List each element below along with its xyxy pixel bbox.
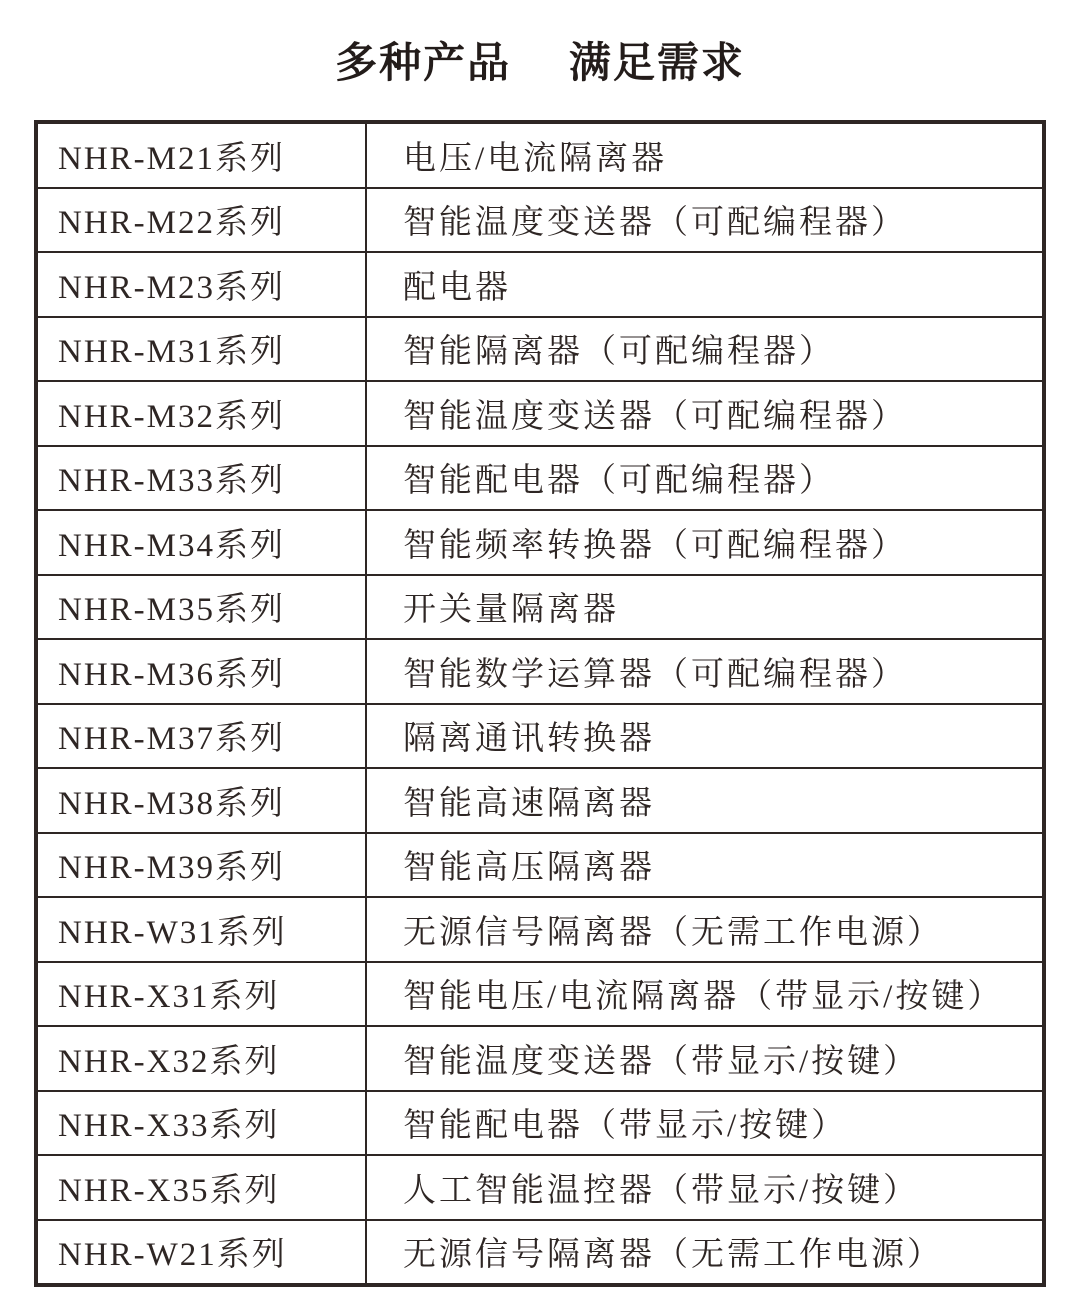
series-cell: NHR-M33系列 [36,446,366,511]
description-cell: 隔离通讯转换器 [366,704,1044,769]
series-cell: NHR-M38系列 [36,768,366,833]
table-row [36,122,1044,188]
page-title: 多种产品 满足需求 [335,39,745,86]
series-cell: NHR-X35系列 [36,1155,366,1220]
product-series-table-body [36,122,1044,1285]
series-cell: NHR-M22系列 [36,188,366,253]
description-cell: 人工智能温控器（带显示/按键） [366,1155,1044,1220]
series-cell: NHR-M31系列 [36,317,366,382]
table-row [36,1155,1044,1220]
description-cell: 智能温度变送器（带显示/按键） [366,1026,1044,1091]
series-cell: NHR-M34系列 [36,510,366,575]
table-row [36,381,1044,446]
description-cell: 电压/电流隔离器 [366,122,1044,188]
description-cell: 智能隔离器（可配编程器） [366,317,1044,382]
description-cell: 配电器 [366,252,1044,317]
series-cell: NHR-W21系列 [36,1220,366,1286]
description-cell: 智能频率转换器（可配编程器） [366,510,1044,575]
description-cell: 智能配电器（带显示/按键） [366,1091,1044,1156]
series-cell: NHR-X32系列 [36,1026,366,1091]
series-cell: NHR-X31系列 [36,962,366,1027]
table-row [36,897,1044,962]
table-row [36,639,1044,704]
series-cell: NHR-M35系列 [36,575,366,640]
table-row [36,1026,1044,1091]
series-cell: NHR-X33系列 [36,1091,366,1156]
table-row [36,704,1044,769]
series-cell: NHR-M32系列 [36,381,366,446]
table-row [36,317,1044,382]
series-cell: NHR-M39系列 [36,833,366,898]
table-row [36,510,1044,575]
description-cell: 智能高压隔离器 [366,833,1044,898]
description-cell: 智能温度变送器（可配编程器） [366,188,1044,253]
table-row [36,575,1044,640]
series-cell: NHR-M23系列 [36,252,366,317]
table-row [36,833,1044,898]
description-cell: 无源信号隔离器（无需工作电源） [366,1220,1044,1286]
table-row [36,446,1044,511]
table-row [36,1220,1044,1286]
series-cell: NHR-M21系列 [36,122,366,188]
description-cell: 智能数学运算器（可配编程器） [366,639,1044,704]
table-row [36,1091,1044,1156]
series-cell: NHR-W31系列 [36,897,366,962]
description-cell: 智能温度变送器（可配编程器） [366,381,1044,446]
table-row [36,188,1044,253]
table-row [36,252,1044,317]
table-row [36,768,1044,833]
description-cell: 开关量隔离器 [366,575,1044,640]
description-cell: 智能高速隔离器 [366,768,1044,833]
description-cell: 无源信号隔离器（无需工作电源） [366,897,1044,962]
series-cell: NHR-M36系列 [36,639,366,704]
description-cell: 智能电压/电流隔离器（带显示/按键） [366,962,1044,1027]
product-series-table [34,120,1046,1287]
series-cell: NHR-M37系列 [36,704,366,769]
table-row [36,962,1044,1027]
description-cell: 智能配电器（可配编程器） [366,446,1044,511]
